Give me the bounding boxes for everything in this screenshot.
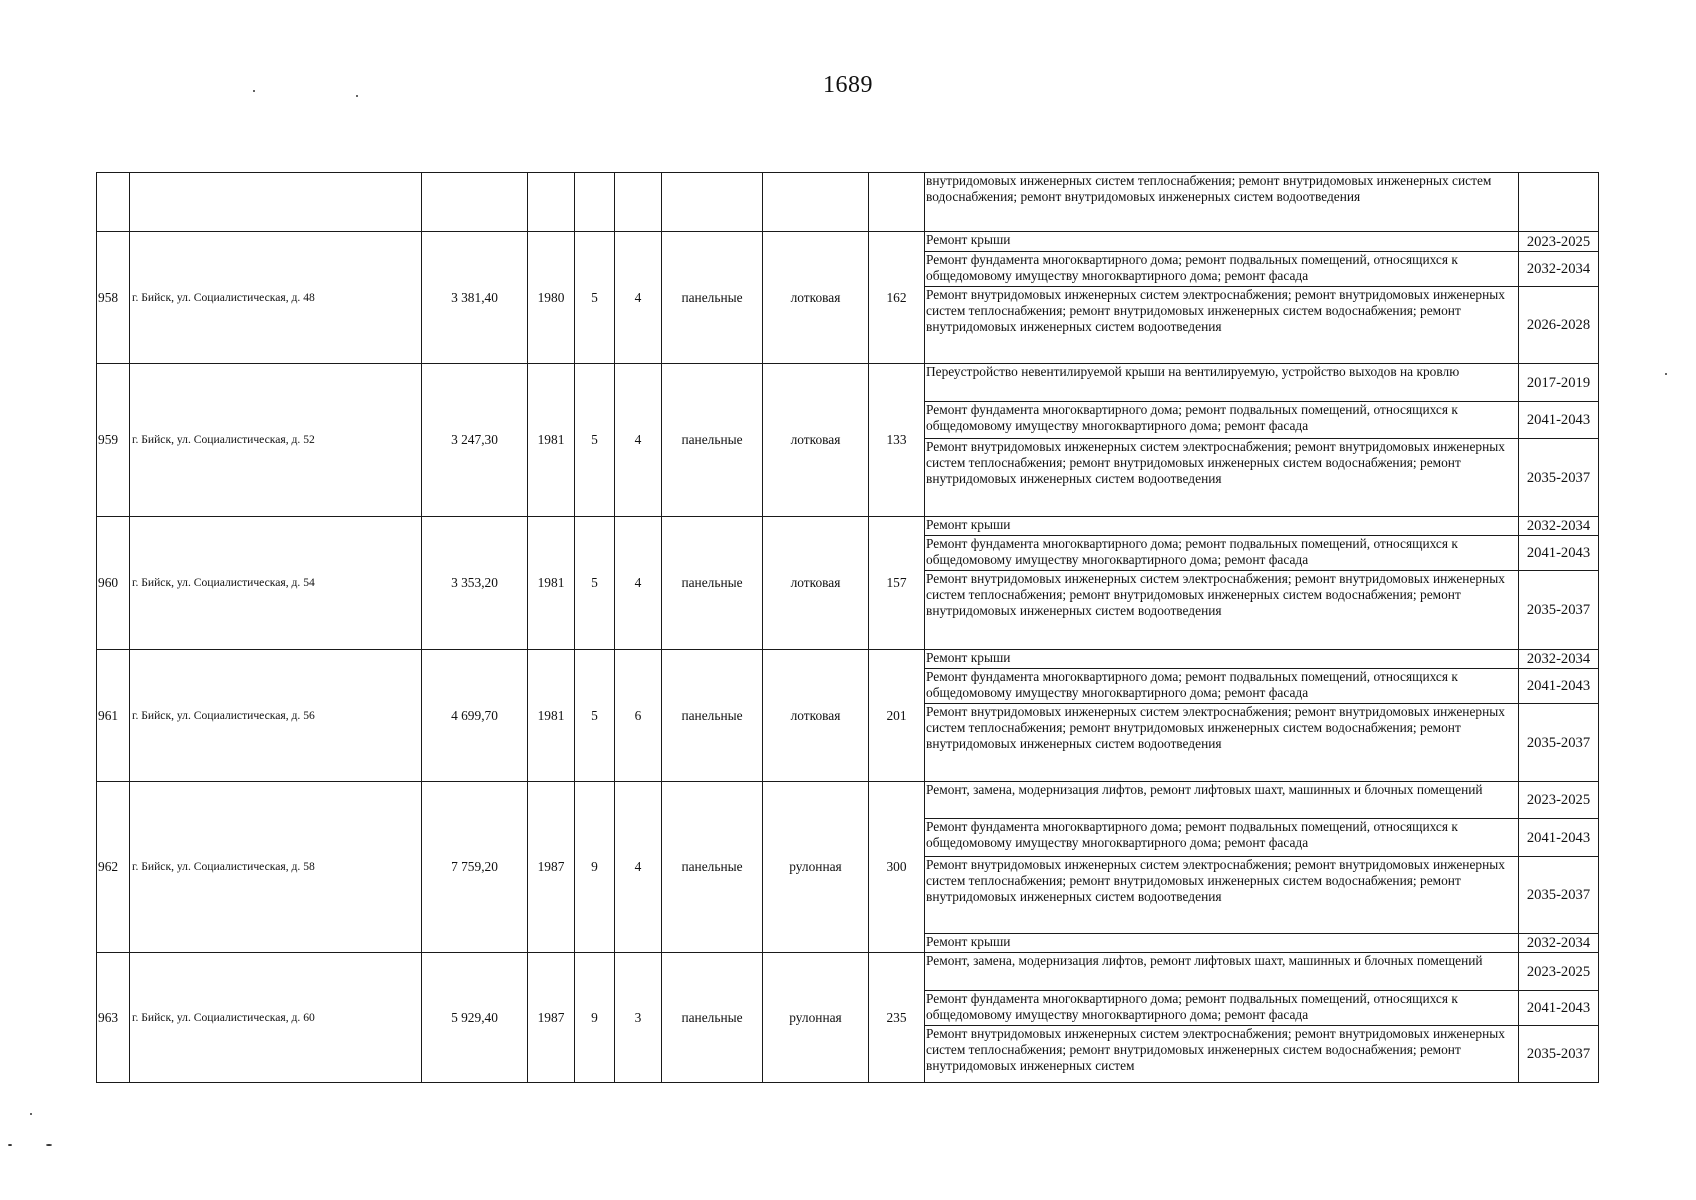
cell-period: 2041-2043 <box>1519 402 1599 439</box>
cell-period: 2023-2025 <box>1519 953 1599 991</box>
cell-address: г. Бийск, ул. Социалистическая, д. 48 <box>130 232 422 364</box>
cell-year: 1980 <box>528 232 575 364</box>
cell-walls: панельные <box>662 517 763 650</box>
cell-work: Ремонт фундамента многоквартирного дома; ремонт подвальных помещений, относящихся к общедомовому имуществу многоквартирного дома; ремонт фасада <box>925 252 1519 287</box>
cell-floors: 5 <box>575 650 615 782</box>
scan-speck <box>1665 373 1667 375</box>
cell-roof: лотковая <box>763 232 869 364</box>
cell-work: Ремонт, замена, модернизация лифтов, ремонт лифтовых шахт, машинных и блочных помещений <box>925 953 1519 991</box>
cell-roof <box>763 173 869 232</box>
cell-address: г. Бийск, ул. Социалистическая, д. 60 <box>130 953 422 1083</box>
cell-floors: 5 <box>575 232 615 364</box>
table-row <box>97 650 1599 669</box>
cell-period: 2041-2043 <box>1519 819 1599 857</box>
page-number: 1689 <box>823 72 873 98</box>
cell-work: Ремонт крыши <box>925 517 1519 536</box>
cell-floors: 9 <box>575 782 615 953</box>
table-row <box>97 232 1599 252</box>
scan-speck <box>356 95 358 97</box>
cell-area: 3 381,40 <box>422 232 528 364</box>
cell-period: 2032-2034 <box>1519 934 1599 953</box>
cell-entrances: 4 <box>615 782 662 953</box>
cell-work: Ремонт внутридомовых инженерных систем электроснабжения; ремонт внутридомовых инженерных систем теплоснабжения; ремонт внутридомовых инженерных систем водоснабжения; ремонт внутридомовых инженерных систем водоотведения <box>925 857 1519 934</box>
cell-work: Ремонт, замена, модернизация лифтов, ремонт лифтовых шахт, машинных и блочных помещений <box>925 782 1519 819</box>
cell-work: Ремонт внутридомовых инженерных систем электроснабжения; ремонт внутридомовых инженерных систем теплоснабжения; ремонт внутридомовых инженерных систем водоснабжения; ремонт внутридомовых инженерных систем водоотведения <box>925 287 1519 364</box>
cell-roof: лотковая <box>763 364 869 517</box>
cell-work: Ремонт крыши <box>925 934 1519 953</box>
cell-area: 3 247,30 <box>422 364 528 517</box>
scan-speck <box>8 1144 12 1146</box>
housing-repair-table <box>96 172 1599 1083</box>
cell-residents: 133 <box>869 364 925 517</box>
cell-walls: панельные <box>662 782 763 953</box>
cell-period: 2035-2037 <box>1519 439 1599 517</box>
cell-entrances: 3 <box>615 953 662 1083</box>
cell-work: Ремонт фундамента многоквартирного дома; ремонт подвальных помещений, относящихся к общедомовому имуществу многоквартирного дома; ремонт фасада <box>925 402 1519 439</box>
cell-walls: панельные <box>662 364 763 517</box>
cell-period: 2017-2019 <box>1519 364 1599 402</box>
cell-entrances: 4 <box>615 517 662 650</box>
cell-floors: 5 <box>575 517 615 650</box>
cell-year: 1981 <box>528 364 575 517</box>
cell-work: Ремонт фундамента многоквартирного дома; ремонт подвальных помещений, относящихся к общедомовому имуществу многоквартирного дома; ремонт фасада <box>925 669 1519 704</box>
cell-period: 2041-2043 <box>1519 536 1599 571</box>
cell-floors: 9 <box>575 953 615 1083</box>
cell-walls: панельные <box>662 650 763 782</box>
cell-num: 962 <box>97 782 130 953</box>
cell-period: 2041-2043 <box>1519 669 1599 704</box>
cell-work: Ремонт фундамента многоквартирного дома; ремонт подвальных помещений, относящихся к общедомовому имуществу многоквартирного дома; ремонт фасада <box>925 819 1519 857</box>
cell-residents: 201 <box>869 650 925 782</box>
cell-residents: 300 <box>869 782 925 953</box>
cell-entrances: 6 <box>615 650 662 782</box>
cell-year: 1987 <box>528 782 575 953</box>
cell-address: г. Бийск, ул. Социалистическая, д. 56 <box>130 650 422 782</box>
cell-address: г. Бийск, ул. Социалистическая, д. 54 <box>130 517 422 650</box>
cell-area: 4 699,70 <box>422 650 528 782</box>
scan-speck <box>46 1144 52 1146</box>
cell-residents: 157 <box>869 517 925 650</box>
cell-roof: лотковая <box>763 650 869 782</box>
cell-num: 959 <box>97 364 130 517</box>
cell-roof: рулонная <box>763 953 869 1083</box>
cell-period: 2032-2034 <box>1519 252 1599 287</box>
cell-period: 2023-2025 <box>1519 232 1599 252</box>
cell-period: 2035-2037 <box>1519 1026 1599 1083</box>
cell-year: 1981 <box>528 650 575 782</box>
table-row <box>97 782 1599 819</box>
scan-speck <box>30 1113 32 1115</box>
cell-period: 2023-2025 <box>1519 782 1599 819</box>
cell-period: 2026-2028 <box>1519 287 1599 364</box>
cell-work: Ремонт крыши <box>925 650 1519 669</box>
cell-period: 2035-2037 <box>1519 571 1599 650</box>
cell-entrances <box>615 173 662 232</box>
cell-walls: панельные <box>662 232 763 364</box>
cell-walls: панельные <box>662 953 763 1083</box>
cell-area: 3 353,20 <box>422 517 528 650</box>
cell-work: Ремонт внутридомовых инженерных систем электроснабжения; ремонт внутридомовых инженерных систем теплоснабжения; ремонт внутридомовых инженерных систем водоснабжения; ремонт внутридомовых инженерных систем водоотведения <box>925 439 1519 517</box>
cell-entrances: 4 <box>615 364 662 517</box>
cell-residents: 162 <box>869 232 925 364</box>
cell-period: 2035-2037 <box>1519 857 1599 934</box>
cell-residents <box>869 173 925 232</box>
cell-work: Ремонт внутридомовых инженерных систем электроснабжения; ремонт внутридомовых инженерных систем теплоснабжения; ремонт внутридомовых инженерных систем водоснабжения; ремонт внутридомовых инженерных систем водоотведения <box>925 704 1519 782</box>
cell-roof: рулонная <box>763 782 869 953</box>
cell-period: 2032-2034 <box>1519 517 1599 536</box>
cell-num: 958 <box>97 232 130 364</box>
cell-period: 2035-2037 <box>1519 704 1599 782</box>
table-row <box>97 364 1599 402</box>
cell-period: 2041-2043 <box>1519 991 1599 1026</box>
cell-num: 963 <box>97 953 130 1083</box>
cell-year: 1981 <box>528 517 575 650</box>
cell-residents: 235 <box>869 953 925 1083</box>
cell-area: 5 929,40 <box>422 953 528 1083</box>
cell-work: Переустройство невентилируемой крыши на вентилируемую, устройство выходов на кровлю <box>925 364 1519 402</box>
table-row-continuation <box>97 173 1599 232</box>
table-row <box>97 953 1599 991</box>
cell-entrances: 4 <box>615 232 662 364</box>
cell-walls <box>662 173 763 232</box>
table-row <box>97 517 1599 536</box>
cell-floors: 5 <box>575 364 615 517</box>
cell-year <box>528 173 575 232</box>
cell-work: Ремонт фундамента многоквартирного дома; ремонт подвальных помещений, относящихся к общедомовому имуществу многоквартирного дома; ремонт фасада <box>925 536 1519 571</box>
cell-address: г. Бийск, ул. Социалистическая, д. 52 <box>130 364 422 517</box>
cell-area <box>422 173 528 232</box>
cell-address <box>130 173 422 232</box>
cell-work: Ремонт фундамента многоквартирного дома; ремонт подвальных помещений, относящихся к общедомовому имуществу многоквартирного дома; ремонт фасада <box>925 991 1519 1026</box>
scan-speck <box>253 90 255 92</box>
cell-work: Ремонт крыши <box>925 232 1519 252</box>
cell-roof: лотковая <box>763 517 869 650</box>
cell-period <box>1519 173 1599 232</box>
cell-num <box>97 173 130 232</box>
cell-work: Ремонт внутридомовых инженерных систем электроснабжения; ремонт внутридомовых инженерных систем теплоснабжения; ремонт внутридомовых инженерных систем водоснабжения; ремонт внутридомовых инженерных систем <box>925 1026 1519 1083</box>
cell-floors <box>575 173 615 232</box>
cell-year: 1987 <box>528 953 575 1083</box>
cell-num: 960 <box>97 517 130 650</box>
cell-address: г. Бийск, ул. Социалистическая, д. 58 <box>130 782 422 953</box>
cell-num: 961 <box>97 650 130 782</box>
cell-work: внутридомовых инженерных систем теплоснабжения; ремонт внутридомовых инженерных систем водоснабжения; ремонт внутридомовых инженерных систем водоотведения <box>925 173 1519 232</box>
cell-work: Ремонт внутридомовых инженерных систем электроснабжения; ремонт внутридомовых инженерных систем теплоснабжения; ремонт внутридомовых инженерных систем водоснабжения; ремонт внутридомовых инженерных систем водоотведения <box>925 571 1519 650</box>
cell-area: 7 759,20 <box>422 782 528 953</box>
cell-period: 2032-2034 <box>1519 650 1599 669</box>
